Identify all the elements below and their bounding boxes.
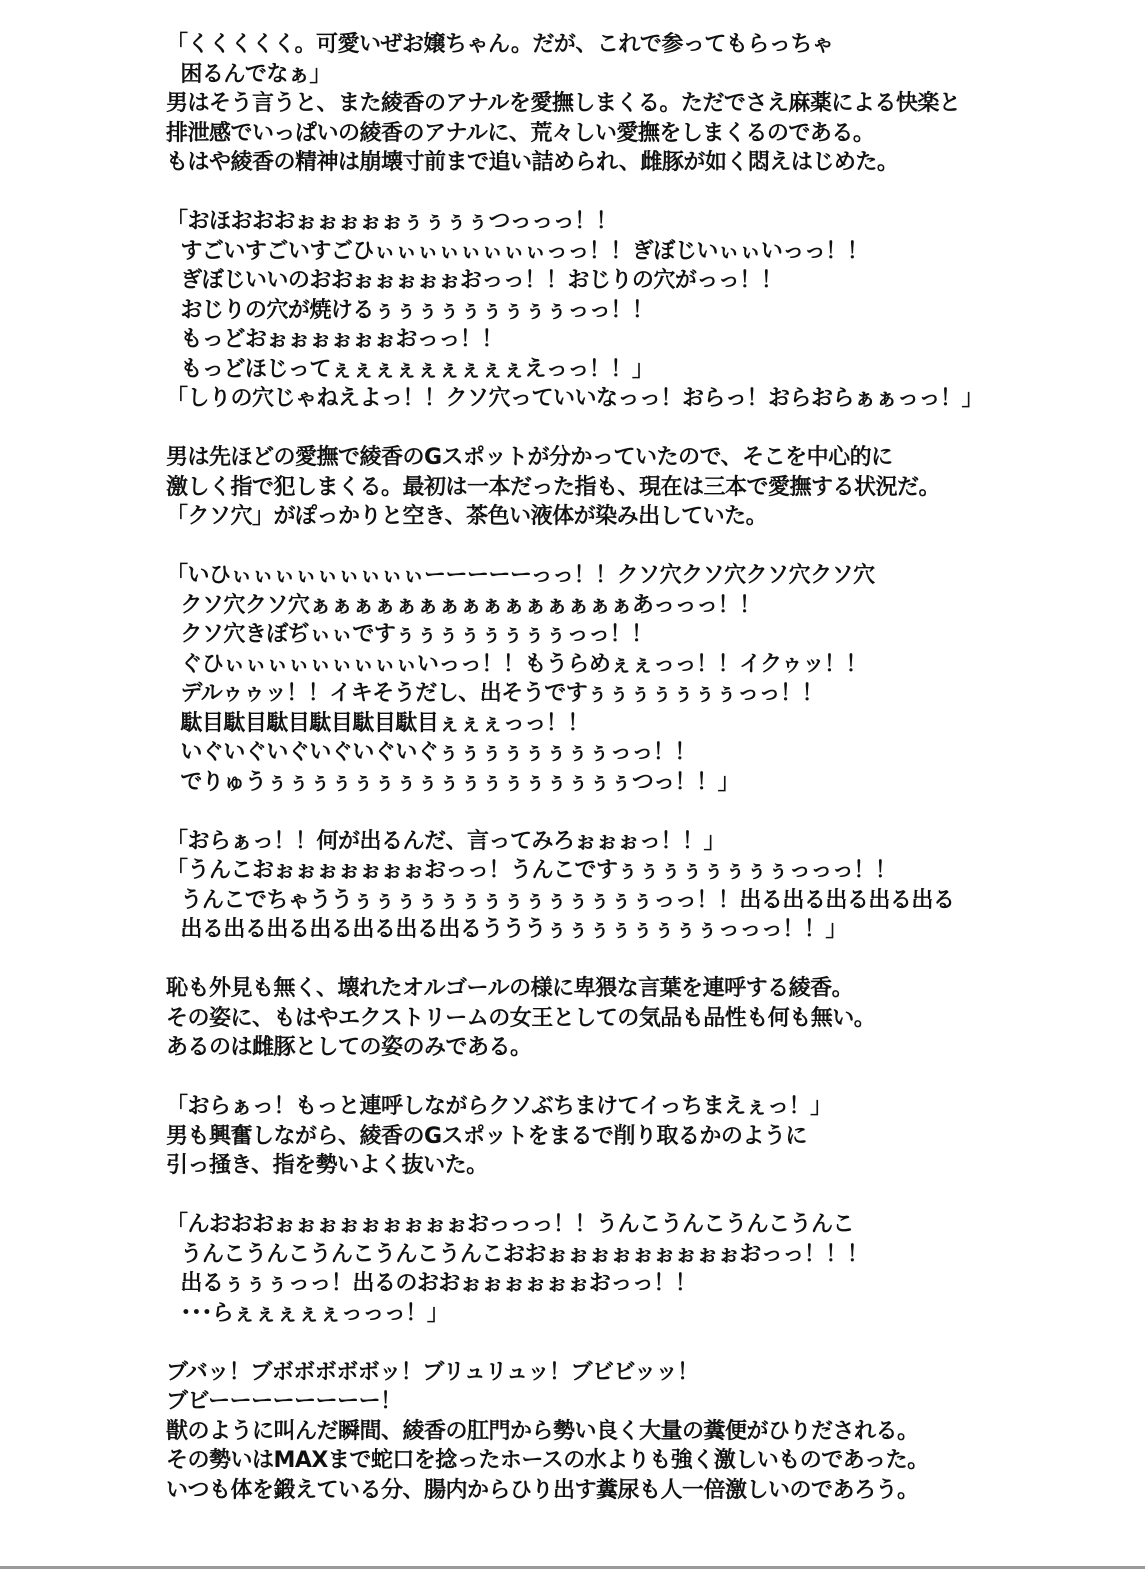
text-line: 激しく指で犯しまくる。最初は一本だった指も、現在は三本で愛撫する状況だ。 — [166, 474, 941, 500]
text-line: その姿に、もはやエクストリームの女王としての気品も品性も何も無い。 — [166, 1005, 876, 1031]
paragraph-gap — [166, 797, 1066, 827]
text-line: 「おらぁっ！もっと連呼しながらクソぶちまけてイっちまえぇっ！」 — [166, 1094, 832, 1119]
text-line: すごいすごいすごひぃぃぃぃぃぃぃぃっっ！！ぎぼじいぃぃいっっ！！ — [166, 238, 869, 264]
text-line: ブバッ！ブボボボボボッ！ブリュリュッ！ブビビッッ！ — [166, 1359, 699, 1385]
paragraph-gap — [166, 1328, 1066, 1358]
text-line: ブビーーーーーーーー！ — [166, 1389, 402, 1414]
text-line: 排泄感でいっぱいの綾香のアナルに、荒々しい愛撫をしまくるのである。 — [166, 120, 875, 146]
text-line: 出る出る出る出る出る出る出るうううぅぅぅぅぅぅぅぅっっっ！！」 — [166, 917, 847, 942]
text-line: 引っ掻き、指を勢いよく抜いた。 — [166, 1153, 488, 1178]
paragraph-gap — [166, 532, 1066, 562]
text-line: その勢いはMAXまで蛇口を捻ったホースの水よりも強く激しいものであった。 — [166, 1448, 929, 1473]
text-line: 駄目駄目駄目駄目駄目駄目ぇぇぇっっ！！ — [166, 710, 589, 736]
text-line: もはや綾香の精神は崩壊寸前まで追い詰められ、雌豚が如く悶えはじめた。 — [166, 150, 899, 175]
text-line: 「しりの穴じゃねえよっ！！クソ穴っていいなっっ！おらっ！おらおらぁぁっっ！」 — [166, 386, 984, 411]
text-line: 男はそう言うと、また綾香のアナルを愛撫しまくる。ただでさえ麻薬による快楽と — [166, 91, 961, 116]
text-line: 恥も外見も無く、壊れたオルゴールの様に卑猥な言葉を連呼する綾香。 — [166, 976, 854, 1001]
text-line: 男は先ほどの愛撫で綾香のGスポットが分かっていたので、そこを中心的に — [166, 445, 893, 470]
text-line: 「うんこおぉぉぉぉぉぉぉおっっ！うんこですぅぅぅぅぅぅぅぅっっっ！！ — [166, 858, 897, 883]
text-line: 「クソ穴」がぽっかりと空き、茶色い液体が染み出していた。 — [166, 504, 768, 529]
text-line: あるのは雌豚としての姿のみである。 — [166, 1035, 532, 1060]
text-line: 「んおおおぉぉぉぉぉぉぉぉぉおっっっ！！うんこうんこうんこうんこ — [166, 1212, 855, 1237]
text-line: 男も興奮しながら、綾香のGスポットをまるで削り取るかのように — [166, 1123, 807, 1149]
text-line: でりゅうぅぅぅぅぅぅぅぅぅぅぅぅぅぅぅぅぅつっ！！」 — [166, 769, 740, 795]
text-line: 出るぅぅぅっっ！出るのおおぉぉぉぉぉぉおっっ！！ — [166, 1271, 697, 1296]
page-bottom-edge — [0, 1566, 1145, 1569]
text-line: いぐいぐいぐいぐいぐいぐぅぅぅぅぅぅぅぅっっ！！ — [166, 740, 696, 765]
text-line: ぐひぃぃぃぃぃぃぃぃぃいっっ！！もうらめぇぇっっ！！イクゥッ！！ — [166, 651, 868, 677]
text-line: 「いひぃぃぃぃぃぃぃぃぃーーーーーっっ！！クソ穴クソ穴クソ穴クソ穴 — [166, 563, 875, 588]
text-line: もっどほじってぇぇぇぇぇぇぇぇぇえっっ！！」 — [166, 356, 654, 382]
text-line: もっどおぉぉぉぉぉぉおっっ！！ — [166, 327, 503, 352]
text-line: うんこでちゃううぅぅぅぅぅぅぅぅぅぅぅぅぅぅっっ！！出る出る出る出る出る — [166, 887, 955, 913]
text-line: 困るんでなぁ」 — [166, 61, 331, 87]
text-line: 「おほおおおぉぉぉぉぉぅぅぅぅつっっっ！！ — [166, 209, 618, 234]
paragraph-gap — [166, 178, 1066, 208]
text-line: クソ穴きぼぢぃぃですぅぅぅぅぅぅぅぅっっ！！ — [166, 622, 653, 647]
text-line: 「くくくくく。可愛いぜお嬢ちゃん。だが、これで参ってもらっちゃ — [166, 32, 834, 57]
text-line: 「おらぁっ！！何が出るんだ、言ってみろぉぉぉっ！！」 — [166, 828, 726, 854]
text-line: いつも体を鍛えている分、腸内からひり出す糞尿も人一倍激しいのであろう。 — [166, 1477, 919, 1503]
paragraph-gap — [166, 414, 1066, 444]
text-line: デルゥゥッ！！イキそうだし、出そうですぅぅぅぅぅぅぅっっ！！ — [166, 681, 824, 706]
document-body — [166, 30, 1066, 1505]
text-line: クソ穴クソ穴ぁぁぁぁぁぁぁぁぁぁぁぁぁぁぁあっっっ！！ — [166, 592, 761, 618]
text-line: おじりの穴が焼けるぅぅぅぅぅぅぅぅぅっっ！！ — [166, 297, 654, 323]
text-line: 獣のように叫んだ瞬間、綾香の肛門から勢い良く大量の糞便がひりだされる。 — [166, 1418, 919, 1444]
text-line: ･･･らぇぇぇぇぇっっっ！」 — [166, 1300, 449, 1326]
paragraph-gap — [166, 945, 1066, 975]
paragraph-gap — [166, 1181, 1066, 1211]
text-line: ぎぼじいいのおおぉぉぉぉぉおっっ！！おじりの穴がっっ！！ — [166, 268, 783, 293]
text-line: うんこうんこうんこうんこうんこおおぉぉぉぉぉぉぉぉぉおっっ！！！ — [166, 1241, 869, 1267]
paragraph-gap — [166, 1063, 1066, 1093]
